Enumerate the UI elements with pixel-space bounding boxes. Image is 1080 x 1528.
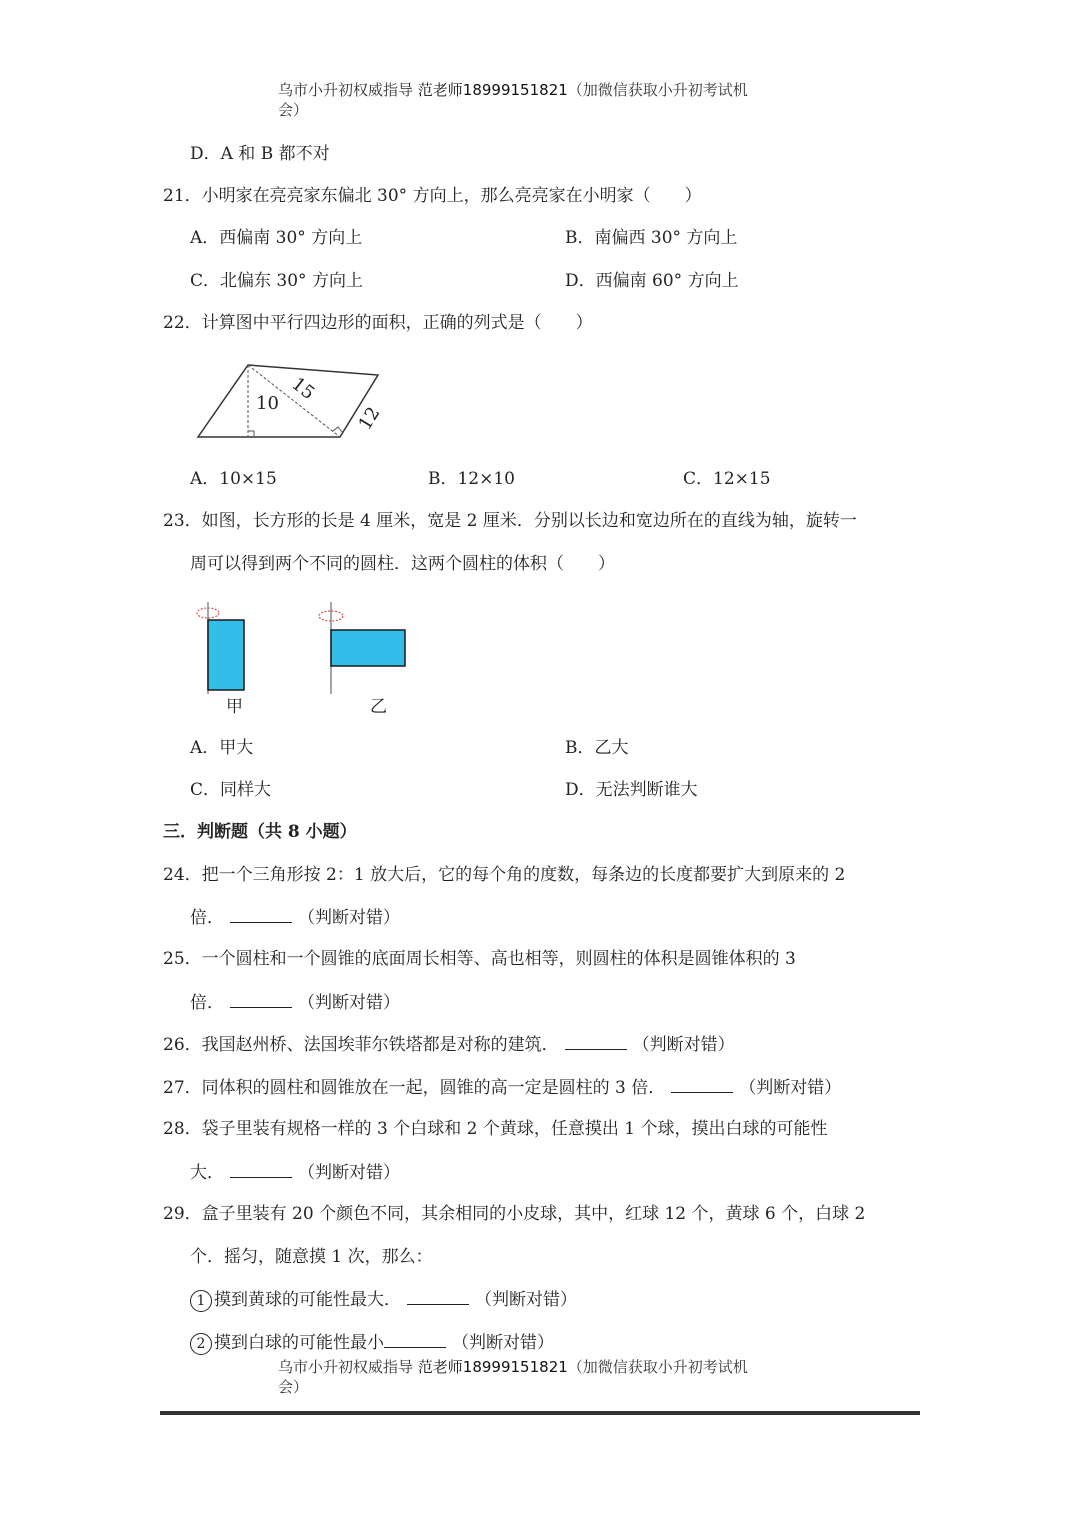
q23-option-a: A．甲大	[190, 738, 254, 758]
label-diagonal: 15	[287, 373, 319, 405]
q25-line2	[190, 991, 400, 1014]
label-yi: 乙	[370, 697, 387, 717]
q22-stem: 22．计算图中平行四边形的面积，正确的列式是（ ）	[163, 313, 593, 333]
q28-suffix: （判断对错）	[298, 1163, 400, 1183]
page-header-line2: 会）	[278, 101, 309, 119]
parallelogram-shape	[198, 365, 378, 437]
footer-note: （加微信获取小升初考试机	[567, 1358, 748, 1376]
q23-option-c: C．同样大	[190, 780, 272, 800]
footer-title: 乌市小升初权威指导	[278, 1358, 414, 1376]
q21-option-c: C．北偏东 30° 方向上	[190, 271, 363, 291]
q21-option-d: D．西偏南 60° 方向上	[565, 271, 739, 291]
page-footer-line2: 会）	[278, 1378, 309, 1396]
q23-option-b: B．乙大	[565, 738, 629, 758]
q29-sub2-answer-blank[interactable]	[384, 1331, 446, 1348]
label-side: 12	[354, 403, 385, 434]
q21-option-a: A．西偏南 30° 方向上	[190, 228, 363, 248]
q27-suffix: （判断对错）	[739, 1078, 842, 1098]
q29-sub2	[190, 1331, 554, 1355]
q25-suffix: （判断对错）	[298, 993, 400, 1013]
circled-number-2: 2	[190, 1333, 212, 1355]
footer-contact: 范老师18999151821	[417, 1358, 568, 1376]
q25-answer-blank[interactable]	[230, 991, 292, 1008]
header-contact: 范老师18999151821	[417, 81, 568, 99]
parallelogram-figure	[190, 355, 390, 445]
q29-sub1	[190, 1288, 577, 1312]
q21-option-b: B．南偏西 30° 方向上	[565, 228, 738, 248]
footer-divider	[160, 1411, 920, 1415]
cylinder-rotation-figure	[190, 598, 420, 720]
header-note: （加微信获取小升初考试机	[567, 81, 748, 99]
page-header	[278, 80, 748, 100]
q24-line2-text: 倍．	[190, 908, 224, 928]
q26-answer-blank[interactable]	[565, 1033, 627, 1050]
section3-title: 三．判断题（共 8 小题）	[163, 822, 357, 842]
q28-answer-blank[interactable]	[230, 1161, 292, 1178]
q24-answer-blank[interactable]	[230, 906, 292, 923]
q27-text: 27．同体积的圆柱和圆锥放在一起，圆锥的高一定是圆柱的 3 倍．	[163, 1078, 666, 1098]
q23-option-d: D．无法判断谁大	[565, 780, 698, 800]
label-height: 10	[256, 393, 279, 414]
q29-sub1-suffix: （判断对错）	[475, 1290, 577, 1310]
q29-line1: 29．盒子里装有 20 个颜色不同，其余相同的小皮球，其中，红球 12 个，黄球 6 个，白球 2	[163, 1204, 866, 1224]
rectangle-jia	[208, 620, 244, 690]
q22-option-c: C．12×15	[683, 469, 771, 489]
q29-sub1-text: 摸到黄球的可能性最大．	[214, 1290, 401, 1310]
q25-line1: 25．一个圆柱和一个圆锥的底面周长相等、高也相等，则圆柱的体积是圆锥体积的 3	[163, 949, 796, 969]
q24-line2	[190, 906, 400, 929]
right-angle-mark	[248, 431, 254, 437]
q26-line	[163, 1033, 735, 1056]
q28-line2	[190, 1161, 400, 1184]
page-footer	[278, 1357, 748, 1377]
q23-stem-line1: 23．如图，长方形的长是 4 厘米，宽是 2 厘米．分别以长边和宽边所在的直线为轴，旋转一	[163, 511, 857, 531]
circled-number-1: 1	[190, 1290, 212, 1312]
q28-line1: 28．袋子里装有规格一样的 3 个白球和 2 个黄球，任意摸出 1 个球，摸出白球的可能性	[163, 1119, 828, 1139]
q22-option-a: A．10×15	[190, 469, 277, 489]
header-title: 乌市小升初权威指导	[278, 81, 414, 99]
q28-line2-text: 大．	[190, 1163, 224, 1183]
q29-line2: 个．摇匀，随意摸 1 次，那么：	[190, 1247, 433, 1267]
q26-text: 26．我国赵州桥、法国埃菲尔铁塔都是对称的建筑．	[163, 1035, 559, 1055]
q22-option-b: B．12×10	[428, 469, 516, 489]
q29-sub1-answer-blank[interactable]	[407, 1288, 469, 1305]
label-jia: 甲	[226, 697, 243, 717]
q21-stem: 21．小明家在亮亮家东偏北 30° 方向上，那么亮亮家在小明家（ ）	[163, 186, 702, 206]
q23-stem-line2: 周可以得到两个不同的圆柱．这两个圆柱的体积（ ）	[190, 554, 615, 574]
q25-line2-text: 倍．	[190, 993, 224, 1013]
right-angle-mark-2	[333, 427, 342, 432]
q27-line	[163, 1076, 841, 1099]
q29-sub2-text: 摸到白球的可能性最小	[214, 1333, 384, 1353]
q29-sub2-suffix: （判断对错）	[452, 1333, 554, 1353]
q24-line1: 24．把一个三角形按 2：1 放大后，它的每个角的度数，每条边的长度都要扩大到原来的 2	[163, 865, 846, 885]
q24-suffix: （判断对错）	[298, 908, 400, 928]
q26-suffix: （判断对错）	[632, 1035, 735, 1055]
q27-answer-blank[interactable]	[671, 1076, 733, 1093]
rectangle-yi	[331, 630, 405, 666]
q20-option-d: D．A 和 B 都不对	[190, 144, 330, 164]
